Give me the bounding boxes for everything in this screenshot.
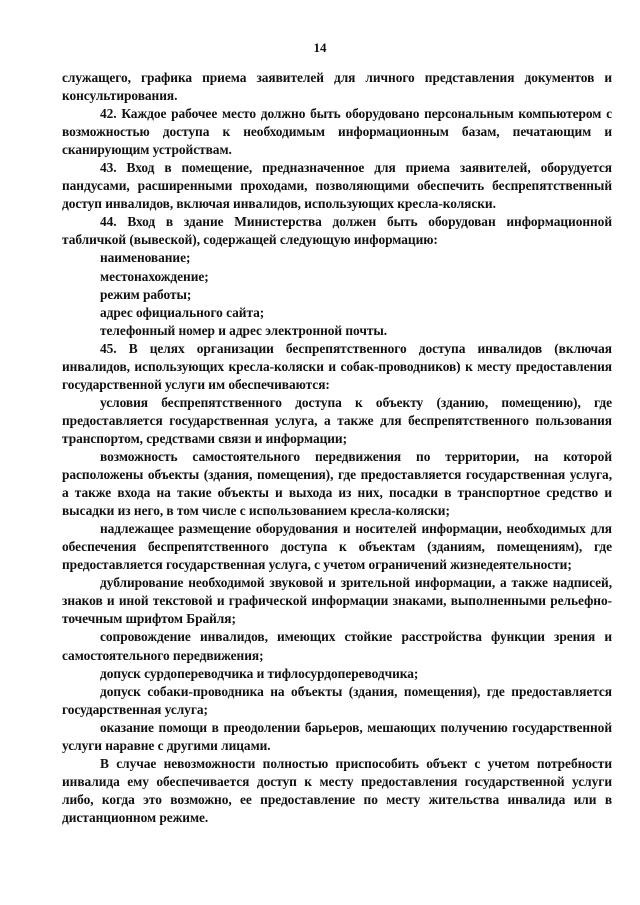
paragraph: местонахождение; bbox=[100, 268, 209, 284]
paragraph: условия беспрепятственного доступа к объекту (зданию, помещению), где предоставляется государственная услуга, а также для беспрепятственного пользования транспортом, средствами связи и информации; bbox=[62, 394, 612, 446]
paragraph: сопровождение инвалидов, имеющих стойкие расстройства функции зрения и самостоятельного передвижения; bbox=[62, 629, 612, 663]
page-number: 14 bbox=[313, 40, 327, 55]
paragraph: наименование; bbox=[100, 250, 191, 266]
paragraph: 42. Каждое рабочее место должно быть оборудовано персональным компьютером с возможностью доступа к необходимым информационным базам, печатающим и сканирующим устройствам. bbox=[62, 106, 612, 158]
paragraph: допуск сурдопереводчика и тифлосурдопереводчика; bbox=[100, 665, 419, 681]
paragraph: режим работы; bbox=[100, 286, 192, 302]
paragraph: 44. Вход в здание Министерства должен быть оборудован информационной табличкой (вывеской), содержащей следующую информацию: bbox=[62, 214, 612, 248]
paragraph: допуск собаки-проводника на объекты (здания, помещения), где предоставляется государственная услуга; bbox=[62, 683, 612, 717]
paragraph: 45. В целях организации беспрепятственного доступа инвалидов (включая инвалидов, использующих кресла-коляски и собак-проводников) к месту предоставления государственной услуги им обеспечиваются: bbox=[62, 340, 612, 392]
paragraph: дублирование необходимой звуковой и зрительной информации, а также надписей, знаков и иной текстовой и графической информации знаками, выполненными рельефно-точечным шрифтом Брайля; bbox=[62, 575, 612, 627]
paragraph: возможность самостоятельного передвижения по территории, на которой расположены объекты (здания, помещения), где предоставляется государственная услуга, а также входа на такие объекты и выхода из них, посадки в транспортное средство и высадки из него, в том числе с использованием кресла-коляски; bbox=[62, 448, 612, 519]
paragraph: В случае невозможности полностью приспособить объект с учетом потребности инвалида ему обеспечивается доступ к месту предоставления государственной услуги либо, когда это возможно, ее предоставление по месту жительства инвалида или в дистанционном режиме. bbox=[62, 755, 612, 825]
paragraph: надлежащее размещение оборудования и носителей информации, необходимых для обеспечения беспрепятственного доступа к объектам (зданиям, помещениям), где предоставляется государственная услуга, с учетом ограничений жизнедеятельности; bbox=[62, 521, 612, 573]
paragraph: телефонный номер и адрес электронной почты. bbox=[100, 322, 388, 338]
paragraph: 43. Вход в помещение, предназначенное для приема заявителей, оборудуется пандусами, расширенными проходами, позволяющими обеспечить беспрепятственный доступ инвалидов, включая инвалидов, использующих кресла-коляски. bbox=[62, 160, 612, 212]
paragraph: служащего, графика приема заявителей для личного представления документов и консультирования. bbox=[62, 70, 612, 104]
paragraph: адрес официального сайта; bbox=[100, 304, 265, 320]
paragraph: оказание помощи в преодолении барьеров, мешающих получению государственной услуги наравне с другими лицами. bbox=[62, 719, 612, 753]
document-body bbox=[62, 69, 612, 827]
